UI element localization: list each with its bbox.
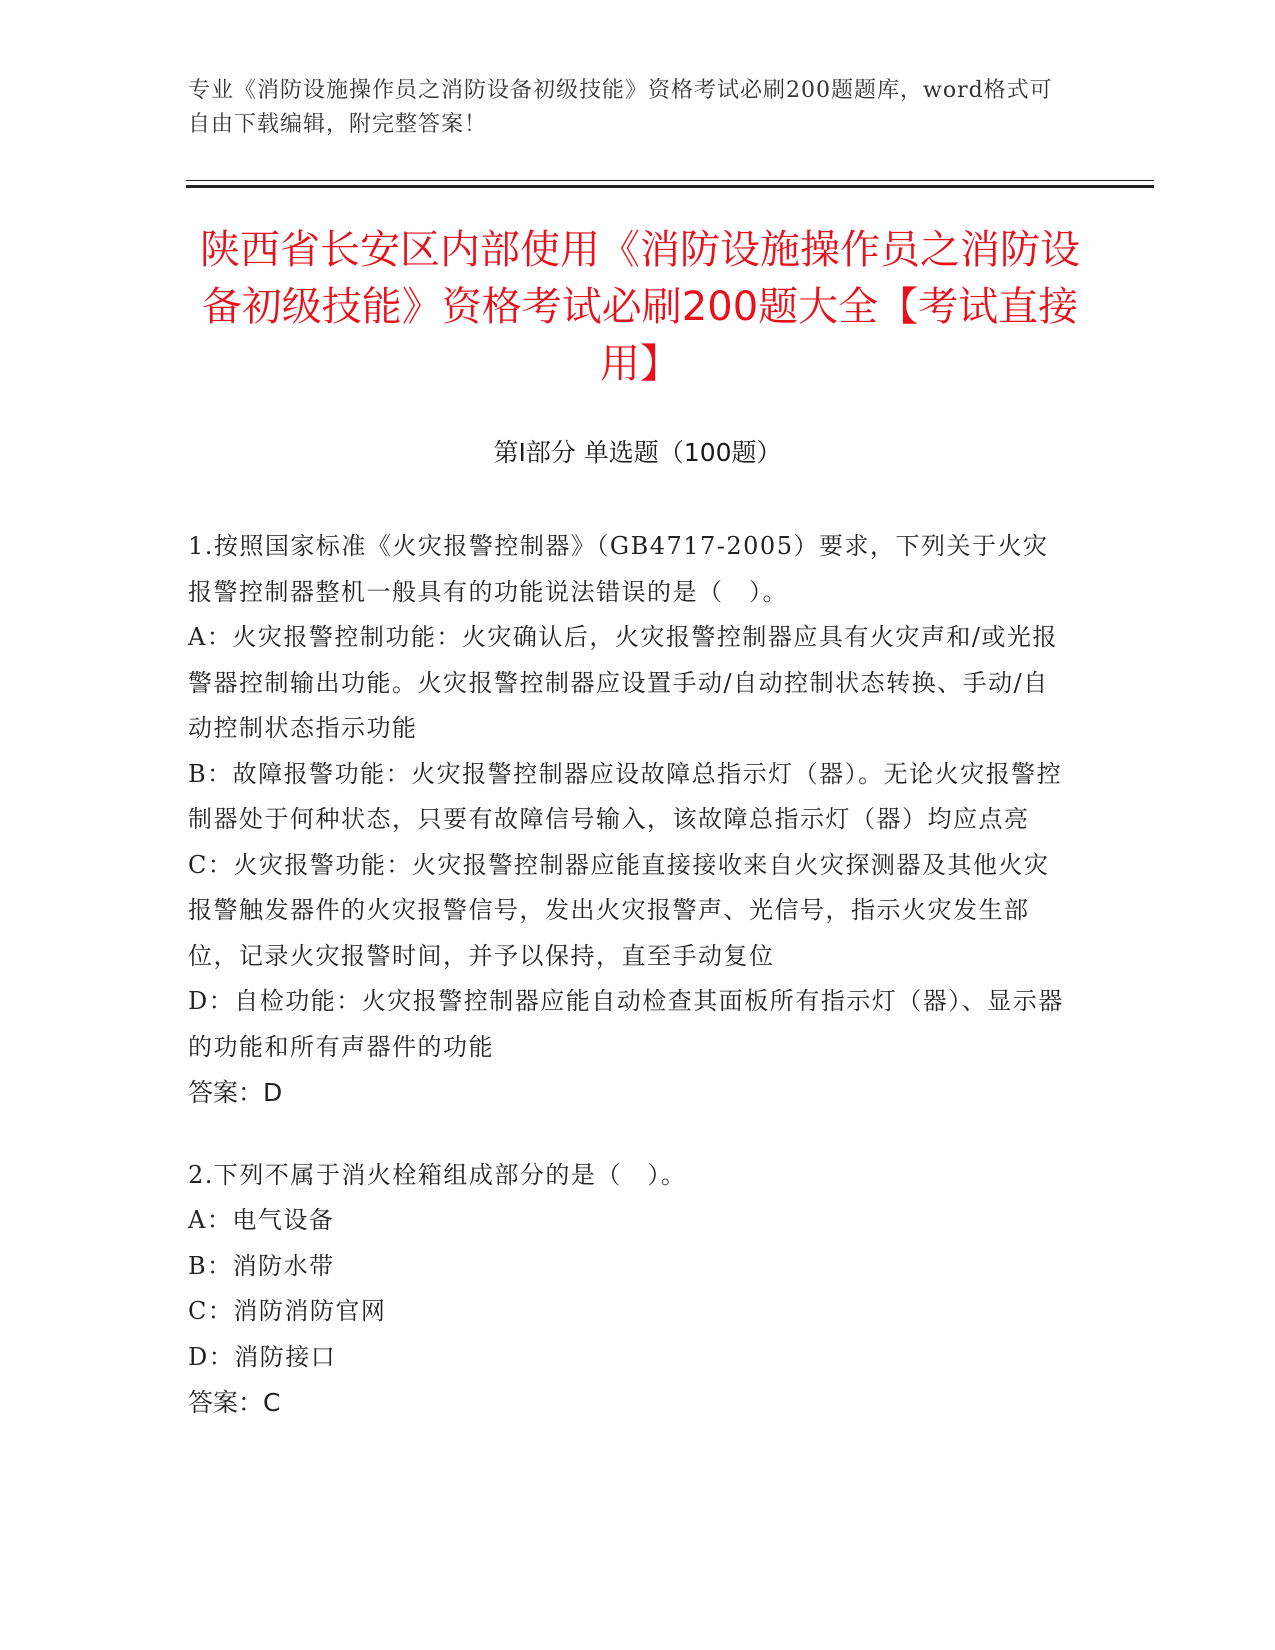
section-heading: 第I部分 单选题（100题） xyxy=(493,438,782,467)
question-1 xyxy=(188,524,1068,1116)
answer-label: 答案：D xyxy=(188,1078,283,1107)
question-list xyxy=(188,524,1068,1463)
document-title: 陕西省长安区内部使用《消防设施操作员之消防设备初级技能》资格考试必刷200题大全【考试直接用】 xyxy=(200,227,1080,387)
question-2 xyxy=(188,1153,1068,1426)
header-divider-thin xyxy=(186,180,1154,181)
question-stem: 2.下列不属于消火栓箱组成部分的是（ ）。 xyxy=(188,1160,687,1189)
option-b: B：故障报警功能：火灾报警控制器应设故障总指示灯（器）。无论火灾报警控制器处于何种状态，只要有故障信号输入，该故障总指示灯（器）均应点亮 xyxy=(188,759,1063,833)
option-c: C：火灾报警功能：火灾报警控制器应能直接接收来自火灾探测器及其他火灾报警触发器件的火灾报警信号，发出火灾报警声、光信号，指示火灾发生部位，记录火灾报警时间，并予以保持，直至手动复位 xyxy=(188,850,1050,970)
option-a: A：电气设备 xyxy=(188,1206,335,1234)
header-note: 专业《消防设施操作员之消防设备初级技能》资格考试必刷200题题库，word格式可自由下载编辑，附完整答案！ xyxy=(188,78,1053,137)
option-b: B：消防水带 xyxy=(188,1251,335,1280)
question-stem: 1.按照国家标准《火灾报警控制器》（GB4717-2005）要求，下列关于火灾报警控制器整机一般具有的功能说法错误的是（ ）。 xyxy=(188,532,1049,606)
option-a: A：火灾报警控制功能：火灾确认后，火灾报警控制器应具有火灾声和/或光报警器控制输出功能。火灾报警控制器应设置手动/自动控制状态转换、手动/自动控制状态指示功能 xyxy=(188,623,1058,742)
answer-label: 答案：C xyxy=(188,1388,281,1417)
option-d: D：消防接口 xyxy=(188,1342,337,1371)
option-d: D：自检功能：火灾报警控制器应能自动检查其面板所有指示灯（器）、显示器的功能和所有声器件的功能 xyxy=(188,987,1064,1061)
option-c: C：消防消防官网 xyxy=(188,1297,387,1325)
header-divider-thick xyxy=(186,185,1154,188)
